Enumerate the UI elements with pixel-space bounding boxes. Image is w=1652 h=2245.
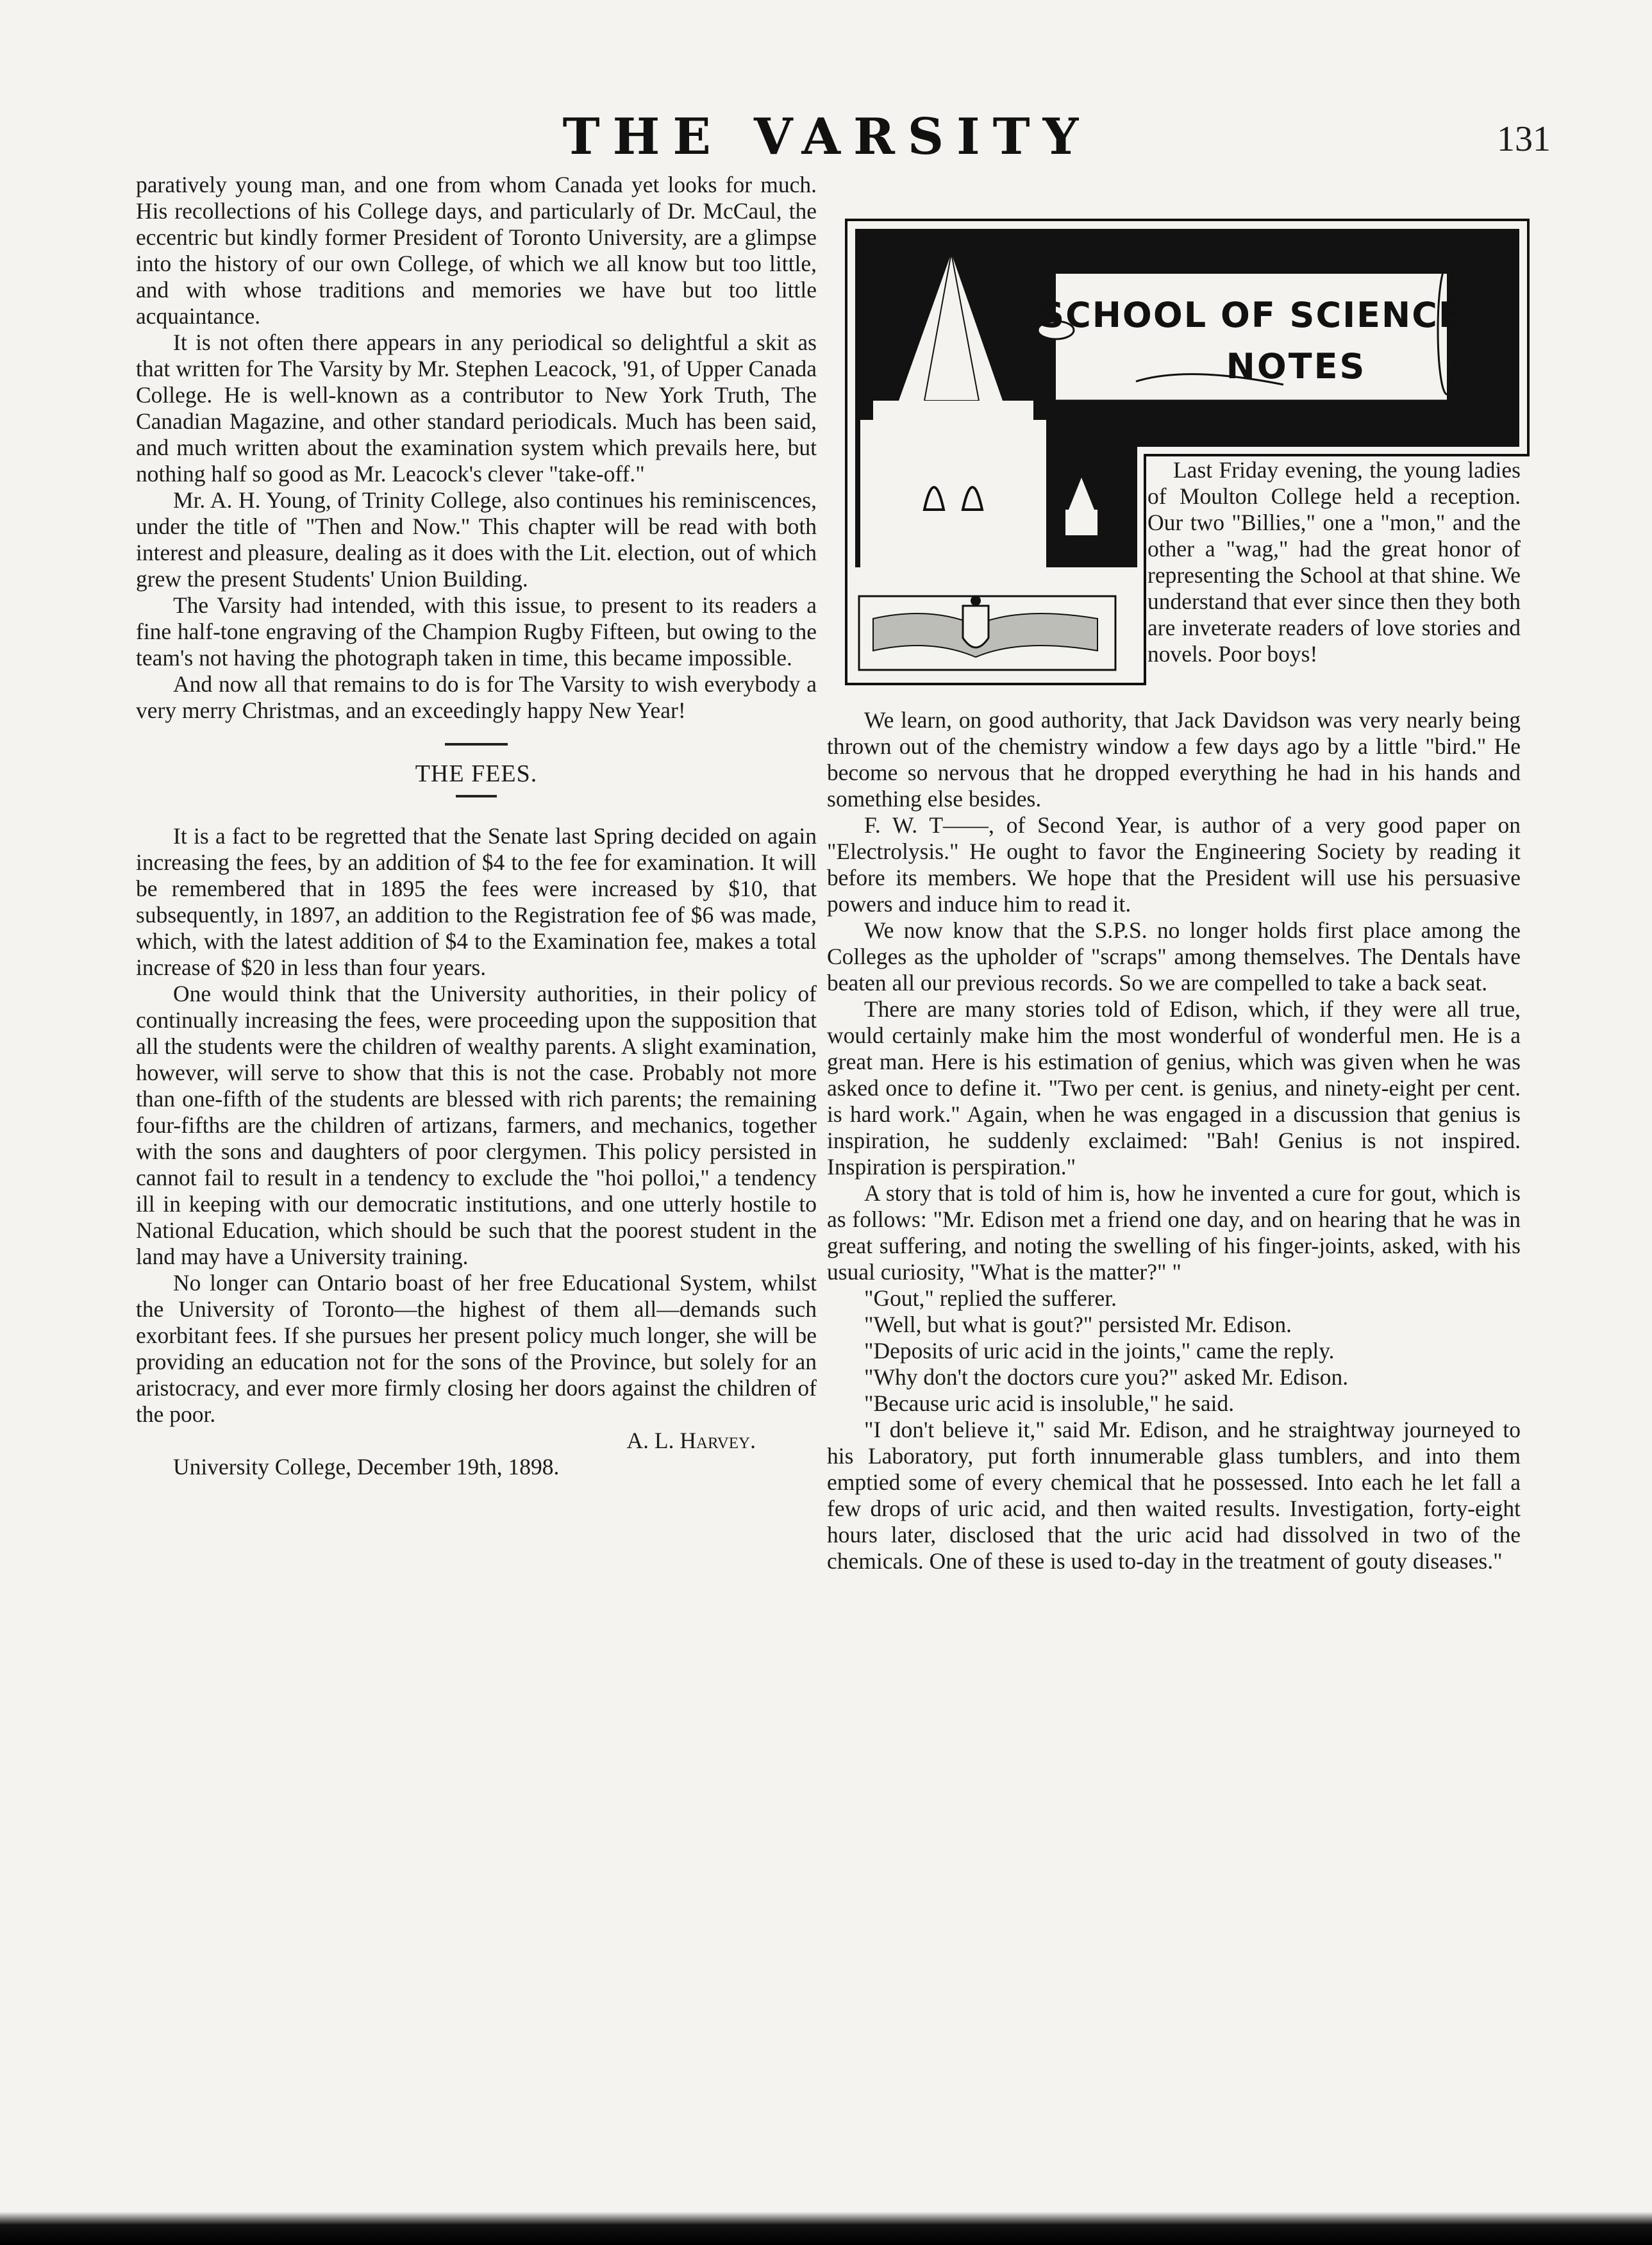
banner-title-line2: NOTES xyxy=(1226,346,1367,387)
paragraph: One would think that the University authorities, in their policy of continually increasing the fees, were proceeding upon the supposition that all the students were the children of wealthy parents. A slight examination, however, will serve to show that this is not the case. Probably not more than one-fifth of the students are blessed with rich parents; the remaining four-fifths are the children of artizans, farmers, and mechanics, together with the sons and daughters of poor clergymen. This policy persisted in cannot fail to result in a tendency to exclude the "hoi polloi," a tendency ill in keeping with our democratic institutions, and one utterly hostile to National Education, which should be such that the poorest student in the land may have a University training. xyxy=(136,981,817,1269)
paragraph: paratively young man, and one from whom Canada yet looks for much. His recollections of his College days, and particularly of Dr. McCaul, the eccentric but kindly former President of Toronto University, are a glimpse into the history of our own College, of which we all know but too little, and with whose traditions and memories we have but too little acquaintance. xyxy=(136,172,817,329)
banner-title-line1: SCHOOL OF SCIENCE xyxy=(1039,295,1464,335)
paragraph: No longer can Ontario boast of her free Educational System, whilst the University of Toronto—the highest of them all—demands such exorbitant fees. If she pursues her present policy much longer, she will be providing an education not for the sons of the Province, but solely for an aristocracy, and ever more firmly closing her doors against the children of the poor. xyxy=(136,1270,817,1427)
paragraph: It is not often there appears in any periodical so delightful a skit as that written for The Varsity by Mr. Stephen Leacock, '91, of Upper Canada College. He is well-known as a contributor to New York Truth, The Canadian Magazine, and other standard periodicals. Much has been said, and much written about the examination system which prevails here, but nothing half so good as Mr. Leacock's clever "take-off." xyxy=(136,330,817,487)
paragraph: "Gout," replied the sufferer. xyxy=(864,1285,1117,1311)
section-divider xyxy=(445,743,508,746)
left-column xyxy=(136,172,817,1480)
scan-edge-shadow xyxy=(0,2212,1652,2245)
paragraph: "I don't believe it," said Mr. Edison, and he straightway journeyed to his Laboratory, put forth innumerable glass tumblers, and into them emptied some of every chemical that he possessed. Into each he let fall a few drops of uric acid, and then waited results. Investigation, forty-eight hours later, disclosed that the uric acid had dissolved in two of the chemicals. One of these is used to-day in the treatment of gouty diseases." xyxy=(827,1417,1521,1574)
dateline: University College, December 19th, 1898. xyxy=(173,1454,560,1480)
paragraph: "Because uric acid is insoluble," he said. xyxy=(864,1390,1235,1416)
paragraph: We now know that the S.P.S. no longer holds first place among the Colleges as the upholder of "scraps" among themselves. The Dentals have beaten all our previous records. So we are compelled to take a back seat. xyxy=(827,917,1521,996)
paragraph: There are many stories told of Edison, which, if they were all true, would certainly make him the most wonderful of wonderful men. He is a great man. Here is his estimation of genius, which was given when he was asked once to define it. "Two per cent. is genius, and ninety-eight per cent. is hard work." Again, when he was engaged in a discussion that genius is inspiration, he suddenly exclaimed: "Bah! Genius is not inspired. Inspiration is perspiration." xyxy=(827,996,1521,1180)
heading-divider xyxy=(456,795,497,797)
paragraph: We learn, on good authority, that Jack Davidson was very nearly being thrown out of the chemistry window a few days ago by a little "bird." He become so nervous that he dropped everything he had in his hands and something else besides. xyxy=(827,707,1521,812)
page-number: 131 xyxy=(1497,119,1551,159)
paragraph: Mr. A. H. Young, of Trinity College, also continues his reminiscences, under the title of "Then and Now." This chapter will be read with both interest and pleasure, dealing as it does with the Lit. election, out of which grew the present Students' Union Building. xyxy=(136,487,817,592)
article-heading: THE FEES. xyxy=(415,760,538,787)
paragraph: The Varsity had intended, with this issue, to present to its readers a fine half-tone engraving of the Champion Rugby Fifteen, but owing to the team's not having the photograph taken in time, this became impossible. xyxy=(136,592,817,671)
scroll-banner xyxy=(1038,266,1464,401)
paragraph-intro: Last Friday evening, the young ladies of Moulton College held a reception. Our two "Billies," one a "mon," and the other a "wag," had the great honor of representing the School at that shine. We understand that ever since then they both are inveterate readers of love stories and novels. Poor boys! xyxy=(1147,457,1521,667)
masthead-title: THE VARSITY xyxy=(562,108,1092,166)
paragraph: F. W. T——, of Second Year, is author of a very good paper on "Electrolysis." He ought to favor the Engineering Society by reading it before its members. We hope that the President will use his persuasive powers and induce him to read it. xyxy=(827,812,1521,917)
paragraph: And now all that remains to do is for The Varsity to wish everybody a very merry Christmas, and an exceedingly happy New Year! xyxy=(136,671,817,723)
paragraph: It is a fact to be regretted that the Senate last Spring decided on again increasing the fees, by an addition of $4 to the fee for examination. It will be remembered that in 1895 the fees were increased by $10, that subsequently, in 1897, an addition to the Registration fee of $6 was made, which, with the latest addition of $4 to the Examination fee, makes a total increase of $20 in less than four years. xyxy=(136,823,817,980)
paragraph: "Why don't the doctors cure you?" asked Mr. Edison. xyxy=(864,1364,1349,1390)
paragraph: A story that is told of him is, how he invented a cure for gout, which is as follows: "Mr. Edison met a friend one day, and on hearing that he was in great suffering, and noting the swelling of his finger-joints, asked, with his usual curiosity, "What is the matter?" " xyxy=(827,1180,1521,1285)
university-crest-emblem xyxy=(859,596,1115,670)
author-signature: A. L. Harvey. xyxy=(626,1428,756,1453)
right-column xyxy=(827,707,1521,1574)
paragraph: "Well, but what is gout?" persisted Mr. Edison. xyxy=(864,1312,1292,1337)
paragraph: "Deposits of uric acid in the joints," came the reply. xyxy=(864,1338,1335,1364)
right-column-intro xyxy=(1147,457,1521,667)
